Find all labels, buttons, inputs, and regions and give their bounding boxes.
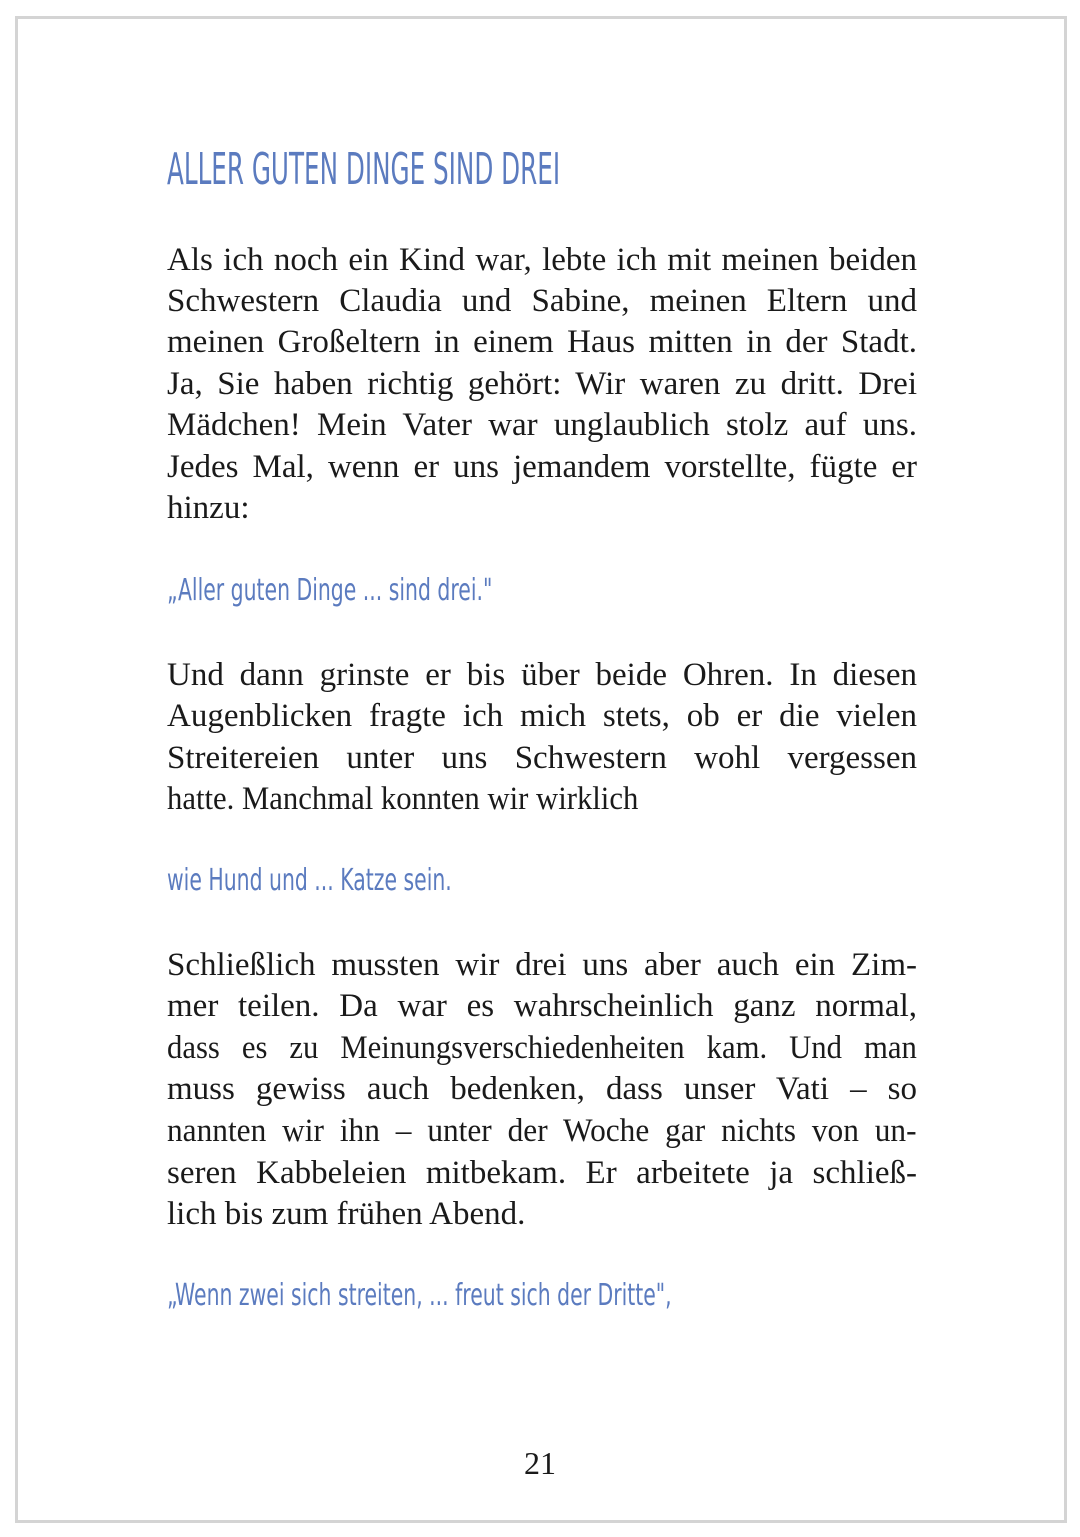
quote-3: „Wenn zwei sich streiten, ... freut sich der Dritte", xyxy=(167,1278,672,1313)
paragraph-line: Schließlich mussten wir drei uns aber auch ein Zim- xyxy=(167,947,917,983)
paragraph-line: meinen Großeltern in einem Haus mitten in der Stadt. xyxy=(167,324,917,360)
chapter-title: ALLER GUTEN DINGE SIND DREI xyxy=(167,144,561,195)
paragraph-line: dass es zu Meinungsverschiedenheiten kam. Und man xyxy=(167,1030,917,1066)
paragraph-line: Augenblicken fragte ich mich stets, ob er die vielen xyxy=(167,698,917,734)
quote-2: wie Hund und ... Katze sein. xyxy=(167,863,452,898)
paragraph-line: Jedes Mal, wenn er uns jemandem vorstellte, fügte er xyxy=(167,449,917,485)
page-number: 21 xyxy=(524,1445,556,1481)
paragraph-line: seren Kabbeleien mitbekam. Er arbeitete ja schließ- xyxy=(167,1155,917,1191)
paragraph-line: hatte. Manchmal konnten wir wirklich xyxy=(167,781,639,817)
paragraph-line: Streitereien unter uns Schwestern wohl vergessen xyxy=(167,740,917,776)
paragraph-line: lich bis zum frühen Abend. xyxy=(167,1196,526,1232)
paragraph-line: nannten wir ihn – unter der Woche gar nichts von un- xyxy=(167,1113,917,1149)
paragraph-line: Mädchen! Mein Vater war unglaublich stolz auf uns. xyxy=(167,407,917,443)
quote-1: „Aller guten Dinge ... sind drei." xyxy=(167,573,493,608)
paragraph-line: Als ich noch ein Kind war, lebte ich mit meinen beiden xyxy=(167,242,917,278)
paragraph-line: Schwestern Claudia und Sabine, meinen Eltern und xyxy=(167,283,917,319)
paragraph-line: Ja, Sie haben richtig gehört: Wir waren zu dritt. Drei xyxy=(167,366,917,402)
paragraph-line: muss gewiss auch bedenken, dass unser Vati – so xyxy=(167,1071,917,1107)
paragraph-line: Und dann grinste er bis über beide Ohren. In diesen xyxy=(167,657,917,693)
paragraph-line: hinzu: xyxy=(167,490,250,526)
paragraph-line: mer teilen. Da war es wahrscheinlich ganz normal, xyxy=(167,988,917,1024)
